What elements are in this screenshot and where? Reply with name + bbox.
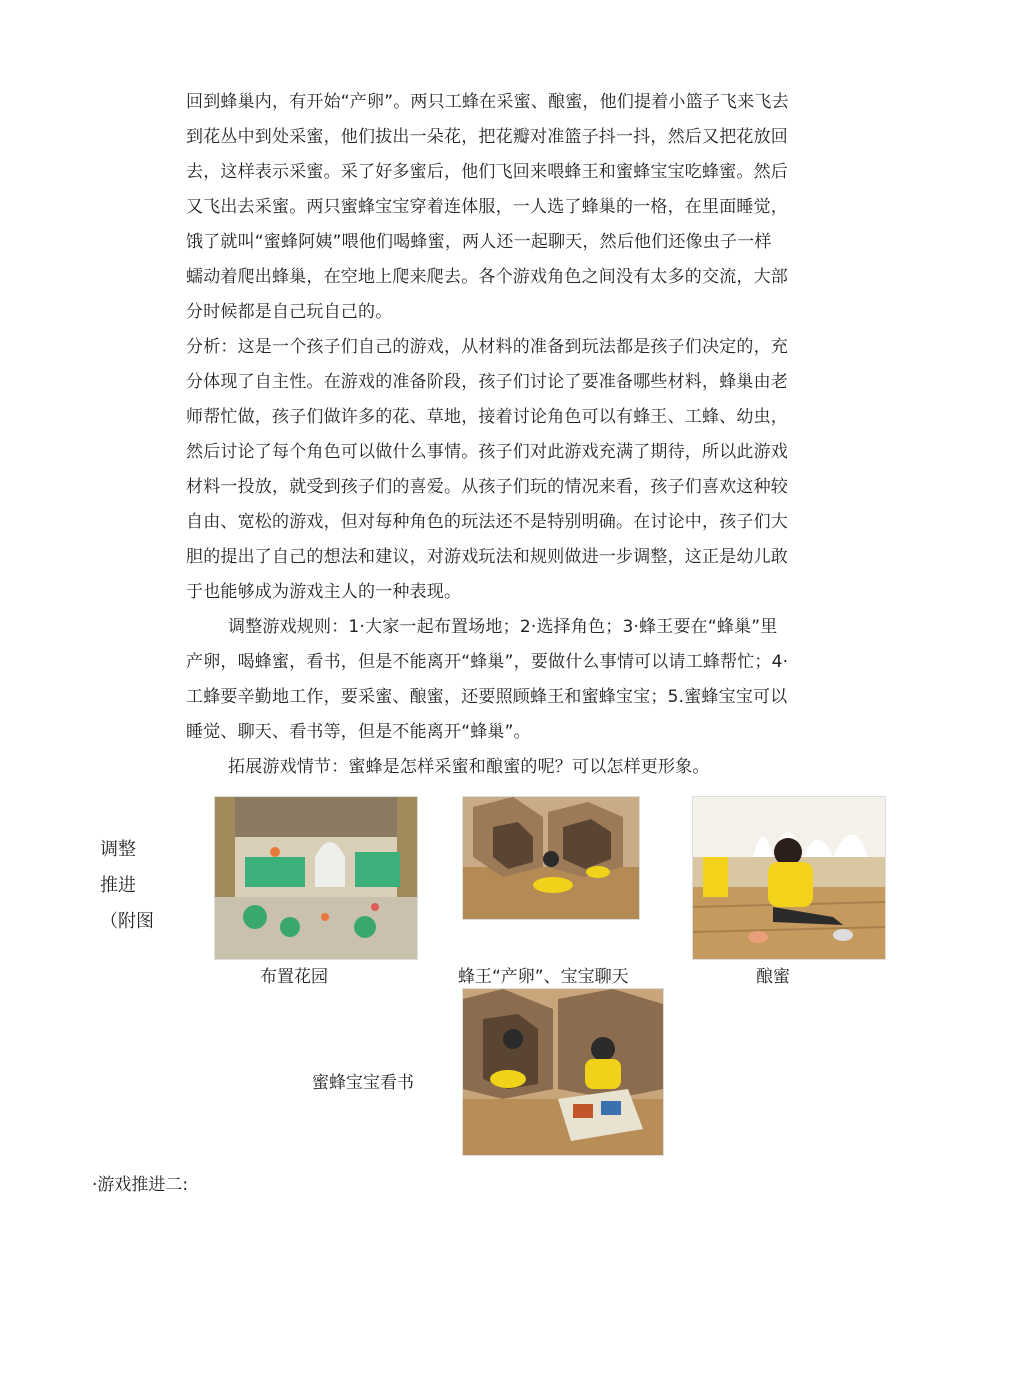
text-line: 回到蜂巢内，有开始“产卵”。两只工蜂在采蜜、酿蜜，他们提着小篮子飞来飞去: [186, 92, 789, 112]
text-line: 饿了就叫“蜜蜂阿姨”喂他们喝蜂蜜，两人还一起聊天，然后他们还像虫子一样: [186, 232, 772, 252]
text-line: 去，这样表示采蜜。采了好多蜜后，他们飞回来喂蜂王和蜜蜂宝宝吃蜂蜜。然后: [186, 162, 788, 182]
text-line: 自由、宽松的游戏，但对每种角色的玩法还不是特别明确。在讨论中，孩子们大: [186, 512, 788, 532]
text-line-extend: 拓展游戏情节：蜜蜂是怎样采蜜和酿蜜的呢？可以怎样更形象。: [228, 757, 710, 777]
text-line: 胆的提出了自己的想法和建议，对游戏玩法和规则做进一步调整，这正是幼儿敢: [186, 547, 788, 567]
text-line: 调整游戏规则：1·大家一起布置场地；2·选择角色；3·蜂王要在“蜂巢”里: [228, 617, 778, 637]
photo-brew: [692, 796, 886, 960]
text-line: 睡觉、聊天、看书等，但是不能离开“蜂巢”。: [186, 722, 531, 742]
photo-queen: [462, 796, 640, 920]
caption-garden: 布置花园: [260, 967, 328, 987]
text-line: 分析：这是一个孩子们自己的游戏，从材料的准备到玩法都是孩子们决定的，充: [186, 337, 788, 357]
caption-reading: 蜜蜂宝宝看书: [312, 1073, 414, 1093]
side-label-line: 推进: [100, 875, 136, 896]
photo-reading: [462, 988, 664, 1156]
paragraph-analysis: [186, 330, 870, 610]
text-line: 又飞出去采蜜。两只蜜蜂宝宝穿着连体服，一人选了蜂巢的一格，在里面睡觉，: [186, 197, 788, 217]
text-line: 师帮忙做，孩子们做许多的花、草地，接着讨论角色可以有蜂王、工蜂、幼虫，: [186, 407, 788, 427]
photo-garden: [214, 796, 418, 960]
paragraph-story: [186, 85, 870, 330]
text-line: 材料一投放，就受到孩子们的喜爱。从孩子们玩的情况来看，孩子们喜欢这种较: [186, 477, 788, 497]
side-label-line: 调整: [100, 839, 136, 860]
caption-brew: 酿蜜: [756, 967, 790, 987]
text-line: 于也能够成为游戏主人的一种表现。: [186, 582, 462, 602]
text-line: 然后讨论了每个角色可以做什么事情。孩子们对此游戏充满了期待，所以此游戏: [186, 442, 788, 462]
side-label-line: （附图: [100, 911, 154, 932]
text-line: 蠕动着爬出蜂巢，在空地上爬来爬去。各个游戏角色之间没有太多的交流，大部: [186, 267, 788, 287]
caption-queen: 蜂王“产卵”、宝宝聊天: [458, 967, 629, 987]
side-label: [100, 832, 160, 940]
paragraph-rules: [186, 610, 870, 785]
text-line: 工蜂要辛勤地工作，要采蜜、酿蜜，还要照顾蜂王和蜜蜂宝宝；5.蜜蜂宝宝可以: [186, 687, 788, 707]
text-line: 分时候都是自己玩自己的。: [186, 302, 393, 322]
text-line: 分体现了自主性。在游戏的准备阶段，孩子们讨论了要准备哪些材料，蜂巢由老: [186, 372, 788, 392]
text-line: 到花丛中到处采蜜，他们拔出一朵花，把花瓣对准篮子抖一抖，然后又把花放回: [186, 127, 788, 147]
section-heading: ·游戏推进二:: [92, 1175, 189, 1195]
text-line: 产卵，喝蜂蜜，看书，但是不能离开“蜂巢”，要做什么事情可以请工蜂帮忙；4·: [186, 652, 789, 672]
